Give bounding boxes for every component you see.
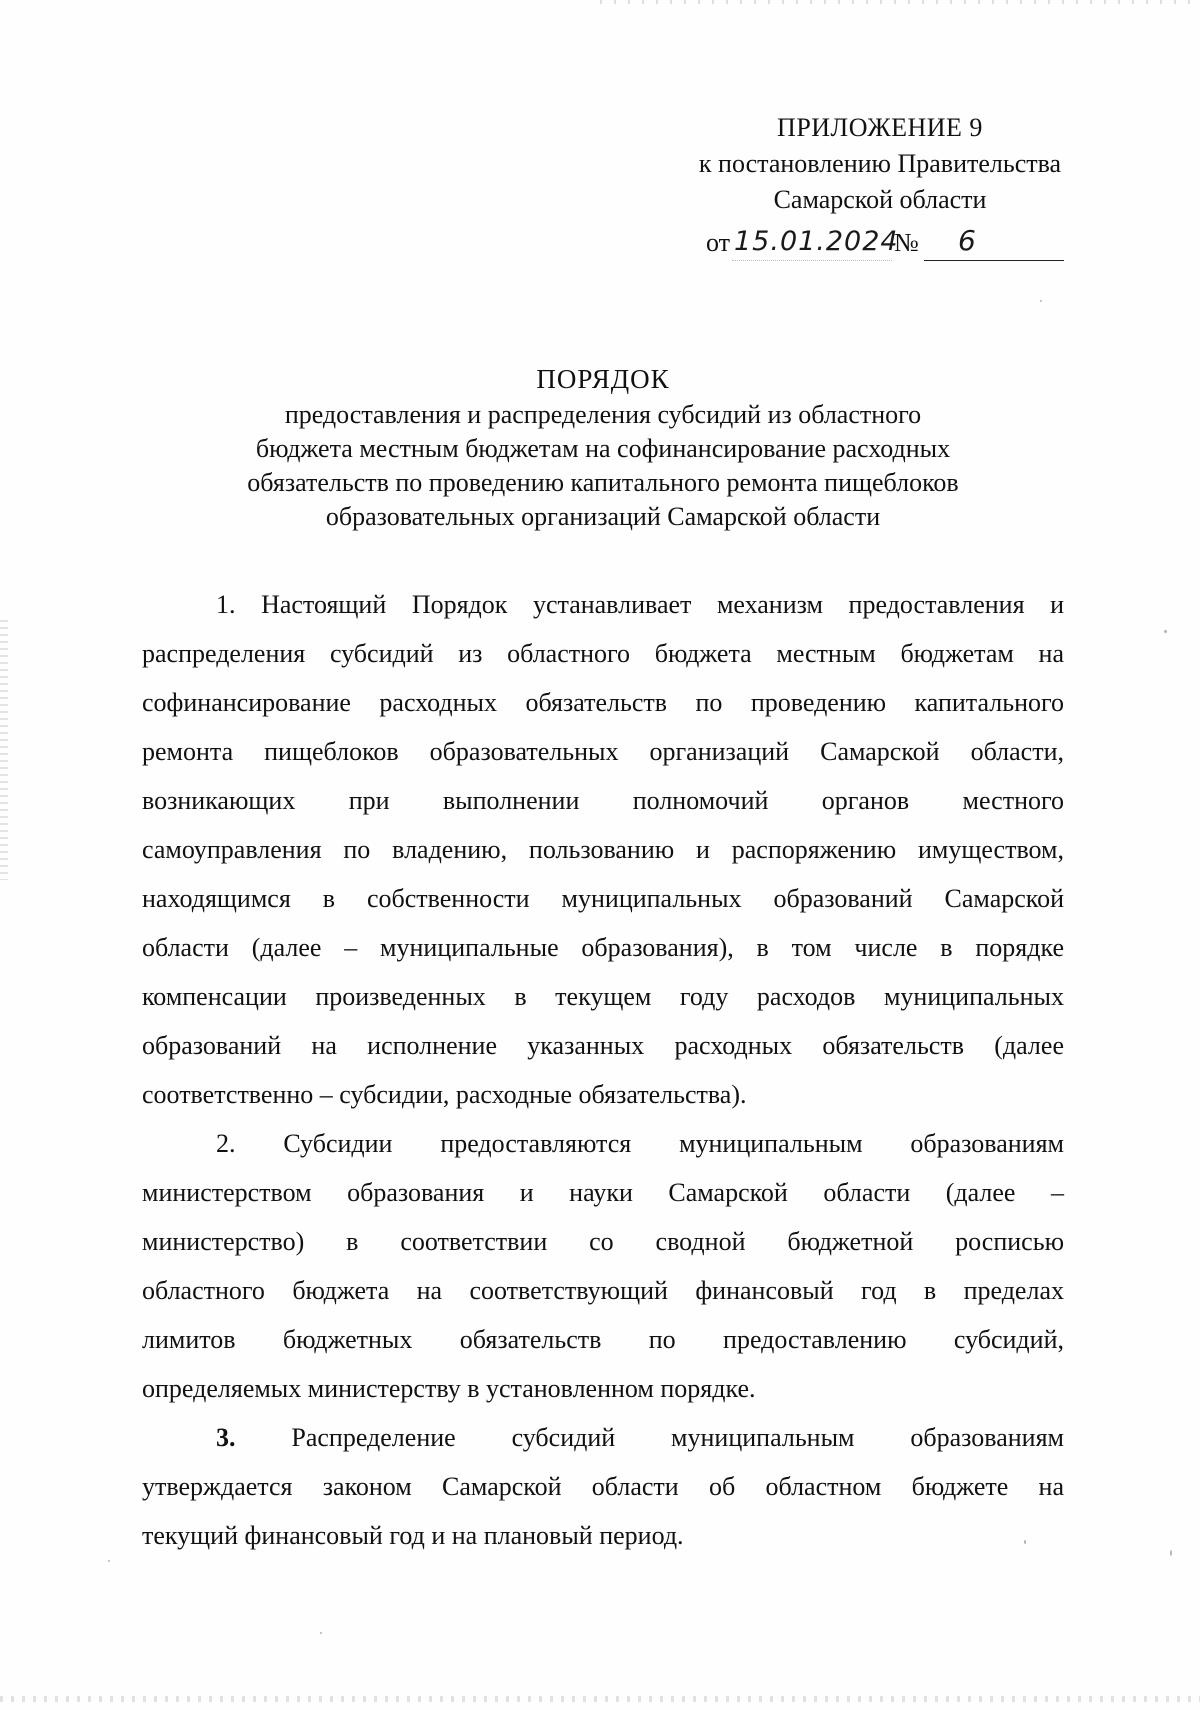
- paragraph-line: ремонта пищеблоков образовательных организаций Самарской области,: [142, 737, 1064, 766]
- document-body: [142, 580, 1064, 1560]
- document-subtitle-line: обязательств по проведению капитального ремонта пищеблоков: [247, 468, 959, 497]
- paragraph-line: 2. Субсидии предоставляются муниципальным образованиям: [216, 1129, 1064, 1158]
- paragraph-line: текущий финансовый год и на плановый период.: [142, 1521, 684, 1550]
- date-underline: [732, 260, 892, 261]
- appendix-line-region: Самарской области: [773, 185, 987, 214]
- paragraph-line: лимитов бюджетных обязательств по предоставлению субсидий,: [142, 1325, 1064, 1354]
- scan-speck: [1164, 630, 1167, 633]
- paragraph-line: образований на исполнение указанных расходных обязательств (далее: [142, 1031, 1064, 1060]
- paragraph-line: самоуправления по владению, пользованию и распоряжению имуществом,: [142, 835, 1064, 864]
- document-subtitle-line: предоставления и распределения субсидий из областного: [284, 400, 922, 429]
- scan-edge-noise-bottom: [0, 1696, 1200, 1702]
- paragraph-line: софинансирование расходных обязательств по проведению капитального: [142, 688, 1064, 717]
- paragraph-1: [142, 580, 1064, 1119]
- appendix-date-number-line: [706, 222, 1066, 262]
- paragraph-line: находящимся в собственности муниципальных образований Самарской: [142, 884, 1064, 913]
- paragraph-3: [142, 1413, 1064, 1560]
- paragraph-line-text: Распределение субсидий муниципальным образованиям: [291, 1423, 1064, 1452]
- scan-speck: [108, 1560, 110, 1562]
- document-subtitle-line: образовательных организаций Самарской области: [325, 502, 881, 531]
- scan-speck: [320, 1632, 322, 1634]
- paragraph-2: [142, 1119, 1064, 1413]
- appendix-title: ПРИЛОЖЕНИЕ 9: [777, 113, 983, 142]
- scan-speck: [1024, 1540, 1026, 1544]
- paragraph-number: 3.: [216, 1423, 236, 1452]
- document-title: [140, 362, 1066, 534]
- scan-speck: [1170, 1550, 1172, 1556]
- paragraph-line: 1. Настоящий Порядок устанавливает механизм предоставления и: [216, 590, 1064, 619]
- paragraph-line: определяемых министерству в установленном порядке.: [142, 1374, 756, 1403]
- handwritten-number: 6: [958, 224, 977, 257]
- paragraph-line: области (далее – муниципальные образования), в том числе в порядке: [142, 933, 1064, 962]
- paragraph-line-numbered: [142, 1413, 1064, 1462]
- document-subtitle-line: бюджета местным бюджетам на софинансирование расходных: [255, 434, 951, 463]
- scan-edge-noise-top: [600, 0, 1200, 4]
- date-prefix: от: [706, 228, 731, 257]
- paragraph-line: областного бюджета на соответствующий финансовый год в пределах: [142, 1276, 1064, 1305]
- paragraph-line: министерством образования и науки Самарской области (далее –: [142, 1178, 1064, 1207]
- number-sign: №: [894, 228, 919, 257]
- appendix-line-resolution: к постановлению Правительства: [698, 149, 1062, 178]
- appendix-header: [690, 110, 1070, 218]
- handwritten-date: 15.01.2024: [734, 226, 899, 257]
- scan-edge-noise-left: [0, 620, 8, 880]
- paragraph-line: компенсации произведенных в текущем году расходов муниципальных: [142, 982, 1064, 1011]
- number-underline: [924, 260, 1064, 261]
- paragraph-line: возникающих при выполнении полномочий органов местного: [142, 786, 1064, 815]
- paragraph-line: соответственно – субсидии, расходные обязательства).: [142, 1080, 747, 1109]
- paragraph-line: министерство) в соответствии со сводной бюджетной росписью: [142, 1227, 1064, 1256]
- document-heading: ПОРЯДОК: [536, 364, 670, 394]
- scan-speck: [1040, 300, 1042, 302]
- paragraph-line: утверждается законом Самарской области об областном бюджете на: [142, 1472, 1064, 1501]
- paragraph-line: распределения субсидий из областного бюджета местным бюджетам на: [142, 639, 1064, 668]
